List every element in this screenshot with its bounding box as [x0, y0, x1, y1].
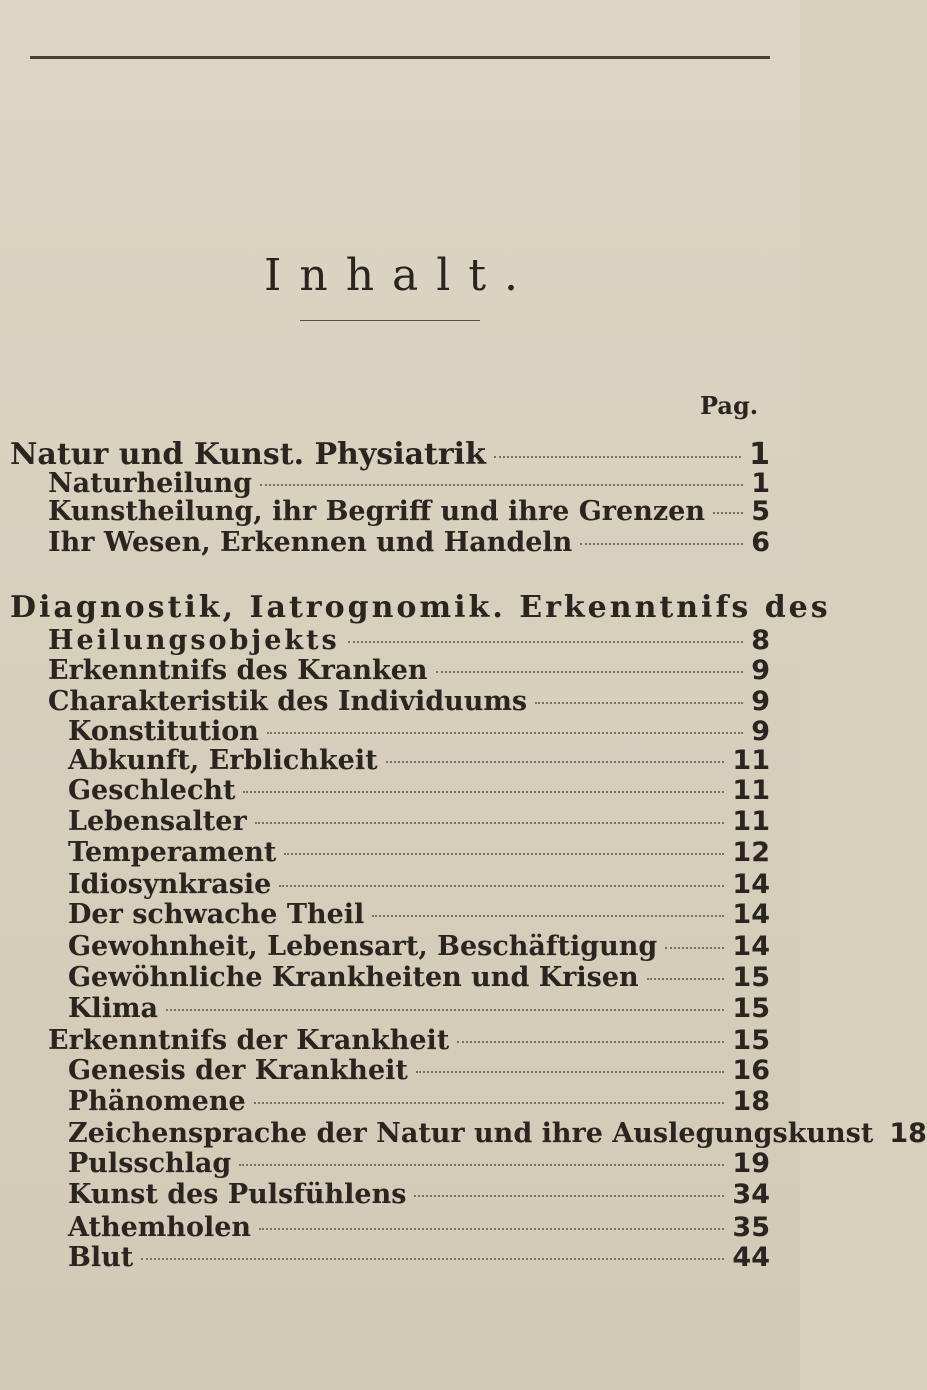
- toc-entry-label: Kunst des Pulsfühlens: [68, 1179, 407, 1210]
- toc-entry-page: 9: [751, 686, 770, 717]
- toc-entry-page: 1: [749, 437, 770, 472]
- toc-entry: [68, 1055, 770, 1089]
- toc-entry-label: Idiosynkrasie: [68, 869, 272, 900]
- toc-entry-label: Konstitution: [68, 716, 259, 747]
- toc-entry: [68, 745, 770, 779]
- toc-entry: [68, 931, 770, 965]
- dot-leader: [141, 1258, 724, 1260]
- dot-leader: [647, 978, 725, 980]
- dot-leader: [243, 791, 724, 793]
- toc-entry-label: Heilungsobjekts: [48, 625, 340, 656]
- toc-entry-label: Klima: [68, 993, 159, 1024]
- toc-entry-page: 5: [751, 496, 770, 527]
- toc-entry: [68, 775, 770, 809]
- toc-entry: [68, 1148, 770, 1182]
- toc-entry-label: Phänomene: [68, 1086, 246, 1117]
- toc-entry: [48, 686, 770, 720]
- toc-entry: [48, 496, 770, 530]
- toc-entry-label: Naturheilung: [48, 468, 252, 499]
- toc-entry: [68, 1242, 770, 1276]
- toc-entry: [48, 1025, 770, 1059]
- toc-entry-page: 11: [732, 745, 770, 776]
- toc-entry-label: Pulsschlag: [68, 1148, 232, 1179]
- toc-entry-label: Geschlecht: [68, 775, 236, 806]
- page-title: Inhalt.: [263, 250, 537, 301]
- dot-leader: [386, 761, 725, 763]
- toc-entry-page: 15: [732, 962, 770, 993]
- toc-entry-label: Genesis der Krankheit: [68, 1055, 408, 1086]
- toc-entry-label: Abkunft, Erblichkeit: [68, 745, 378, 776]
- toc-entry: [68, 899, 770, 933]
- dot-leader: [414, 1195, 724, 1197]
- toc-entry-page: 8: [751, 625, 770, 656]
- toc-entry-page: 18: [732, 1086, 770, 1117]
- toc-entry-page: 14: [732, 931, 770, 962]
- toc-entry: [68, 806, 770, 840]
- dot-leader: [416, 1071, 725, 1073]
- toc-entry-page: 34: [732, 1179, 770, 1210]
- toc-entry-label: Temperament: [68, 837, 277, 868]
- toc-entry: [68, 1179, 770, 1213]
- toc-entry-page: 15: [732, 1025, 770, 1056]
- dot-leader: [535, 702, 743, 704]
- dot-leader: [494, 456, 741, 458]
- toc-entry-label: Blut: [68, 1242, 134, 1273]
- toc-entry: [68, 1086, 770, 1120]
- toc-entry-page: 12: [732, 837, 770, 868]
- dot-leader: [279, 885, 724, 887]
- dot-leader: [580, 543, 743, 545]
- toc-entry-page: 35: [732, 1212, 770, 1243]
- toc-entry-page: 15: [732, 993, 770, 1024]
- dot-leader: [255, 822, 725, 824]
- dot-leader: [254, 1102, 725, 1104]
- dot-leader: [372, 915, 724, 917]
- toc-entry-label: Natur und Kunst. Physiatrik: [10, 437, 486, 472]
- dot-leader: [259, 1228, 724, 1230]
- toc-entry-label: Gewöhnliche Krankheiten und Krisen: [68, 962, 639, 993]
- dot-leader: [436, 671, 744, 673]
- toc-entry: [68, 993, 770, 1027]
- toc-entry-page: 9: [751, 716, 770, 747]
- toc-entry-page: 18: [889, 1118, 927, 1149]
- toc-entry: [48, 655, 770, 689]
- toc-entry-page: 16: [732, 1055, 770, 1086]
- toc-entry: [68, 837, 770, 871]
- pag-header: Pag.: [700, 391, 759, 420]
- toc-entry: [48, 625, 770, 659]
- dot-leader: [166, 1009, 724, 1011]
- toc-entry-label: Ihr Wesen, Erkennen und Handeln: [48, 527, 573, 558]
- toc-entry: [68, 1118, 927, 1152]
- dot-leader: [665, 947, 724, 949]
- toc-entry-label: Athemholen: [68, 1212, 252, 1243]
- toc-entry-page: 11: [732, 775, 770, 806]
- toc-entry-label: Lebensalter: [68, 806, 247, 837]
- toc-entry-label: Zeichensprache der Natur und ihre Auslegungskunst: [68, 1118, 874, 1149]
- toc-entry-label: Gewohnheit, Lebensart, Beschäftigung: [68, 931, 658, 962]
- toc-entry-page: 6: [751, 527, 770, 558]
- dot-leader: [267, 732, 743, 734]
- toc-entry-label: Erkenntnifs des Kranken: [48, 655, 428, 686]
- toc-entry: [48, 527, 770, 561]
- dot-leader: [284, 853, 724, 855]
- toc-entry-label: Kunstheilung, ihr Begriff und ihre Grenzen: [48, 496, 705, 527]
- dot-leader: [260, 484, 743, 486]
- toc-entry: [68, 869, 770, 903]
- toc-entry: [68, 962, 770, 996]
- toc-entry-page: 11: [732, 806, 770, 837]
- toc-entry-page: 14: [732, 869, 770, 900]
- toc-entry-label: Charakteristik des Individuums: [48, 686, 528, 717]
- toc-entry-page: 44: [732, 1242, 770, 1273]
- toc-entry-label: Erkenntnifs der Krankheit: [48, 1025, 450, 1056]
- dot-leader: [713, 512, 743, 514]
- toc-entry-page: 14: [732, 899, 770, 930]
- dot-leader: [239, 1164, 724, 1166]
- toc-entry-page: 1: [751, 468, 770, 499]
- toc-entry: [68, 1212, 770, 1246]
- toc-entry: [10, 437, 770, 471]
- toc-entry-label: Der schwache Theil: [68, 899, 365, 930]
- dot-leader: [457, 1041, 724, 1043]
- toc-entry-label: Diagnostik, Iatrognomik. Erkenntnifs des: [10, 590, 831, 625]
- toc-entry-page: 9: [751, 655, 770, 686]
- toc-entry: [10, 590, 831, 625]
- toc-entry-page: 19: [732, 1148, 770, 1179]
- dot-leader: [348, 641, 743, 643]
